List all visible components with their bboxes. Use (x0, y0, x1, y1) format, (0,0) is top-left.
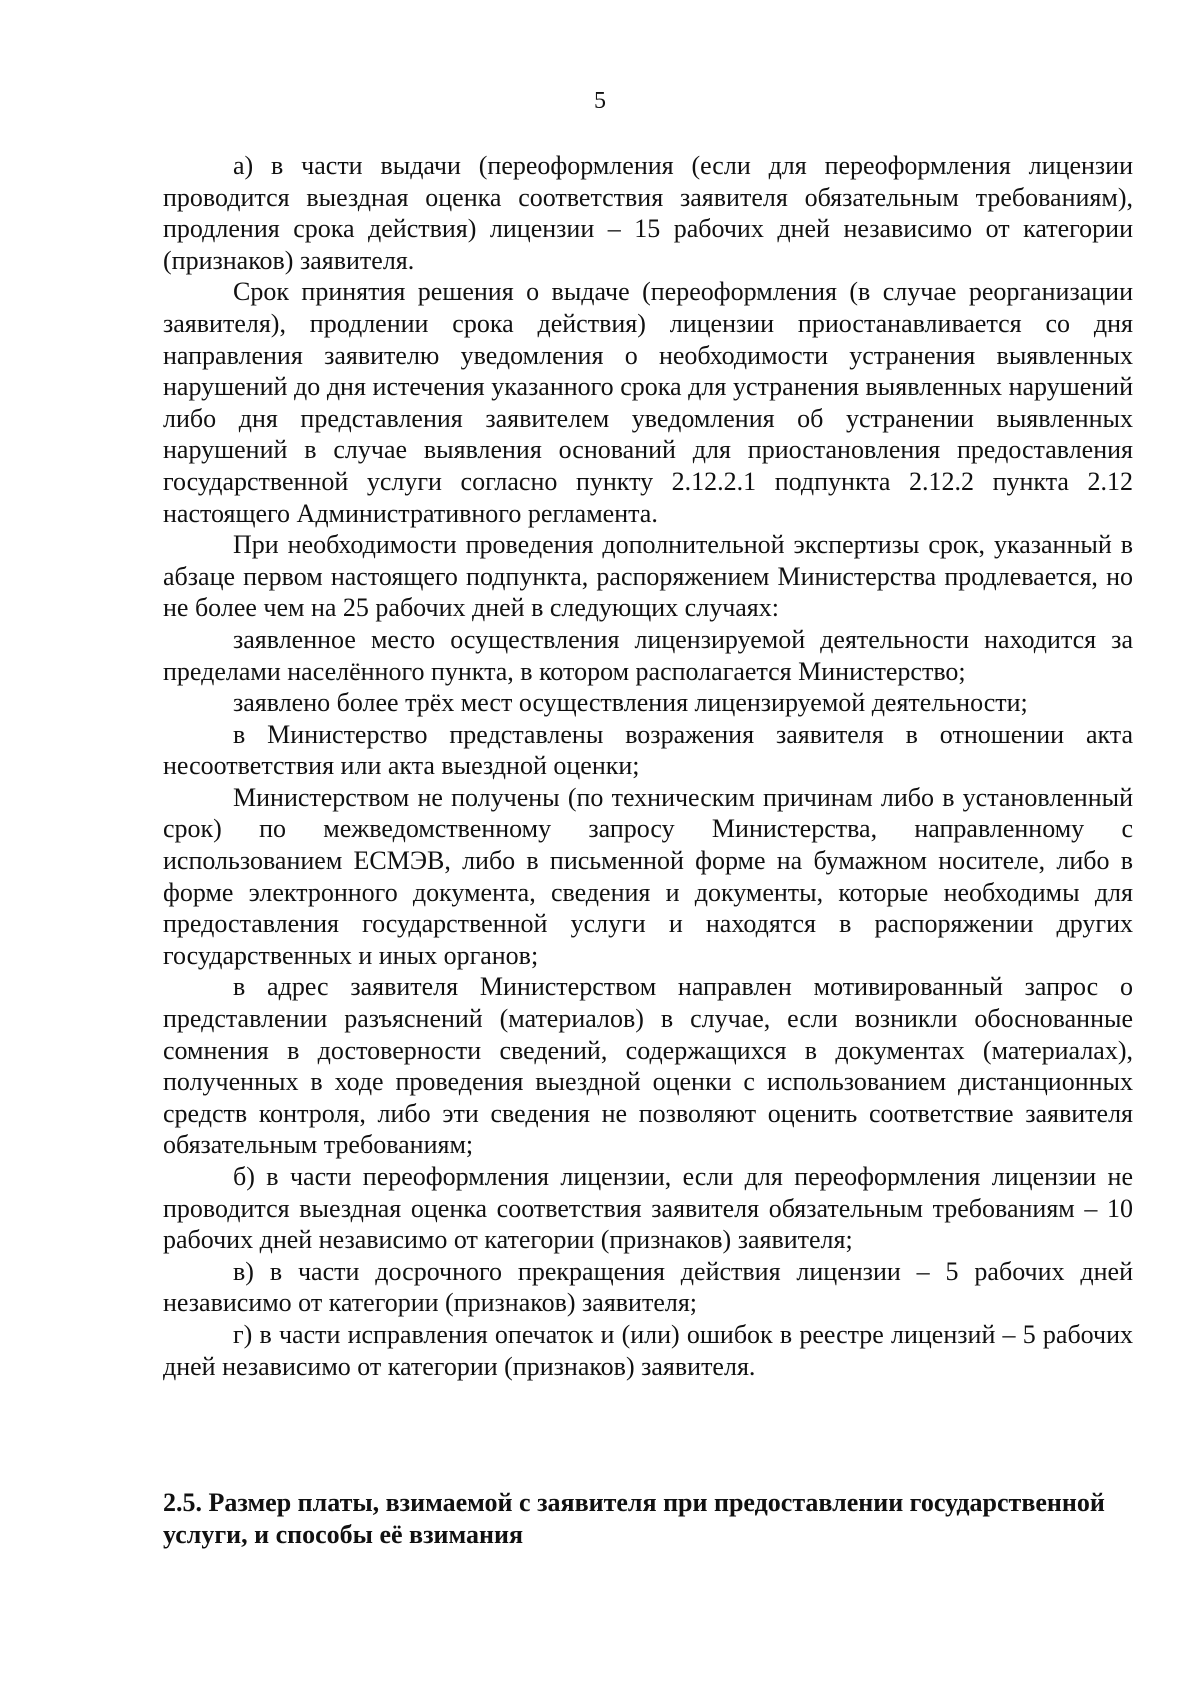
page-number: 5 (594, 88, 606, 114)
paragraph-extension-cases: При необходимости проведения дополнительной экспертизы срок, указанный в абзаце первом настоящего подпункта, распоряжением Министерства продлевается, но не более чем на 25 рабочих дней в следующих случаях: (163, 530, 1133, 623)
paragraph-item-g: г) в части исправления опечаток и (или) ошибок в реестре лицензий – 5 рабочих дней независимо от категории (признаков) заявителя. (163, 1319, 1133, 1381)
paragraph-case-objections: в Министерство представлены возражения заявителя в отношении акта несоответствия или акта выездной оценки; (163, 719, 1133, 781)
document-body (163, 150, 1133, 1382)
paragraph-case-no-response: Министерством не получены (по техническим причинам либо в установленный срок) по межведомственному запросу Министерства, направленному с использованием ЕСМЭВ, либо в письменной форме на бумажном носителе, либо в форме электронного документа, сведения и документы, которые необходимы для предоставления государственной услуги и находятся в распоряжении других государственных и иных органов; (163, 782, 1133, 970)
paragraph-item-v: в) в части досрочного прекращения действия лицензии – 5 рабочих дней независимо от категории (признаков) заявителя; (163, 1256, 1133, 1318)
paragraph-case-location: заявленное место осуществления лицензируемой деятельности находится за пределами населённого пункта, в котором располагается Министерство; (163, 624, 1133, 686)
paragraph-case-places: заявлено более трёх мест осуществления лицензируемой деятельности; (233, 688, 1028, 718)
paragraph-item-b: б) в части переоформления лицензии, если для переоформления лицензии не проводится выездная оценка соответствия заявителя обязательным требованиям – 10 рабочих дней независимо от категории (признаков) заявителя; (163, 1162, 1133, 1255)
paragraph-item-a: а) в части выдачи (переоформления (если для переоформления лицензии проводится выездная оценка соответствия заявителя обязательным требованиям), продления срока действия) лицензии – 15 рабочих дней независимо от категории (признаков) заявителя. (163, 151, 1133, 275)
section-heading: 2.5. Размер платы, взимаемой с заявителя при предоставлении государственной услуги, и способы её взимания (163, 1488, 1105, 1549)
paragraph-case-request: в адрес заявителя Министерством направлен мотивированный запрос о представлении разъяснений (материалов) в случае, если возникли обоснованные сомнения в достоверности сведений, содержащихся в документах (материалах), полученных в ходе проведения выездной оценки с использованием дистанционных средств контроля, либо эти сведения не позволяют оценить соответствие заявителя обязательным требованиям; (163, 972, 1133, 1160)
paragraph-suspension-term: Срок принятия решения о выдаче (переоформления (в случае реорганизации заявителя), продлении срока действия) лицензии приостанавливается со дня направления заявителю уведомления о необходимости устранения выявленных нарушений до дня истечения указанного срока для устранения выявленных нарушений либо дня представления заявителем уведомления об устранении выявленных нарушений в случае выявления оснований для приостановления предоставления государственной услуги согласно пункту 2.12.2.1 подпункта 2.12.2 пункта 2.12 настоящего Административного регламента. (163, 277, 1133, 528)
